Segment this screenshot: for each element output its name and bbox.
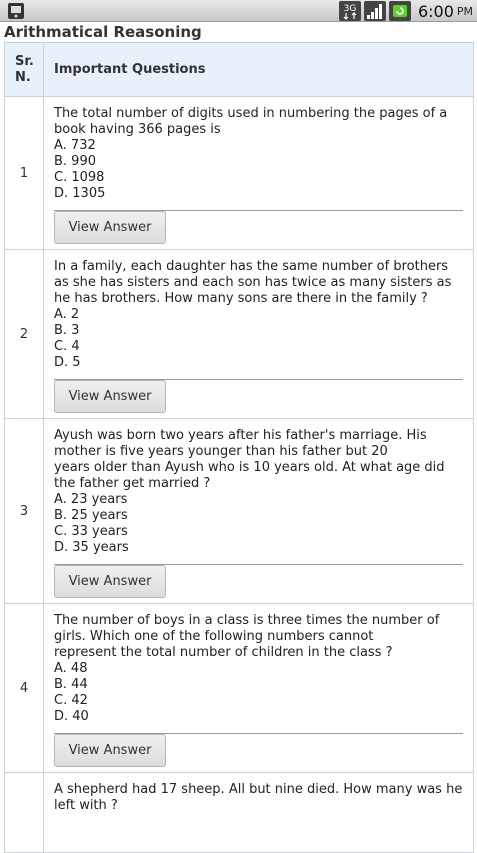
question-text: A shepherd had 17 sheep. All but nine died. How many was he left with ? — [54, 782, 463, 813]
option-a: A. 2 — [54, 307, 80, 322]
option-a: A. 732 — [54, 138, 96, 153]
option-d: D. 40 — [54, 709, 89, 724]
option-c: C. 4 — [54, 339, 80, 354]
view-answer-button[interactable]: View Answer — [54, 211, 166, 244]
option-c: C. 33 years — [54, 524, 128, 539]
header-sr-no: Sr. N. — [5, 43, 44, 97]
option-b: B. 3 — [54, 323, 80, 338]
signal-icon — [364, 1, 386, 21]
table-row — [5, 604, 474, 773]
table-row — [5, 773, 474, 853]
question-cell — [44, 97, 474, 250]
question-cell — [44, 250, 474, 419]
option-d: D. 1305 — [54, 186, 106, 201]
question-cell — [44, 604, 474, 773]
question-text: Ayush was born two years after his father's marriage. His mother is five years younger than his father but 20 years older than Ayush who is 10 years old. At what age did the father get married ? — [54, 428, 445, 491]
option-b: B. 44 — [54, 677, 88, 692]
option-a: A. 23 years — [54, 492, 128, 507]
view-answer-button[interactable]: View Answer — [54, 734, 166, 767]
option-c: C. 1098 — [54, 170, 105, 185]
3g-data-icon — [339, 1, 361, 21]
table-row — [5, 97, 474, 250]
question-text: The number of boys in a class is three times the number of girls. Which one of the following numbers cannot represent the total number of children in the class ? — [54, 613, 440, 660]
questions-table — [4, 42, 474, 853]
table-header-row — [5, 43, 474, 97]
row-number — [5, 773, 44, 853]
question-cell — [44, 419, 474, 604]
row-number: 1 — [5, 97, 44, 250]
option-b: B. 25 years — [54, 508, 128, 523]
status-icons — [339, 1, 473, 21]
view-answer-button[interactable]: View Answer — [54, 565, 166, 598]
status-bar — [0, 0, 477, 22]
table-row — [5, 250, 474, 419]
option-a: A. 48 — [54, 661, 88, 676]
header-important-questions: Important Questions — [44, 43, 474, 97]
option-c: C. 42 — [54, 693, 88, 708]
status-ampm: PM — [456, 4, 473, 18]
option-d: D. 5 — [54, 355, 81, 370]
network-type-label: 3G — [343, 4, 357, 14]
question-cell — [44, 773, 474, 853]
row-number: 4 — [5, 604, 44, 773]
view-answer-button[interactable]: View Answer — [54, 380, 166, 413]
option-b: B. 990 — [54, 154, 96, 169]
row-number: 2 — [5, 250, 44, 419]
option-d: D. 35 years — [54, 540, 129, 555]
page-title: Arithmatical Reasoning — [4, 23, 202, 41]
debug-icon — [6, 2, 28, 20]
question-text: The total number of digits used in numbering the pages of a book having 366 pages is — [54, 106, 448, 137]
battery-icon — [389, 1, 411, 21]
status-time: 6:00 — [417, 1, 454, 21]
table-row — [5, 419, 474, 604]
question-text: In a family, each daughter has the same number of brothers as she has sisters and each son has twice as many sisters as he has brothers. How many sons are there in the family ? — [54, 259, 452, 306]
row-number: 3 — [5, 419, 44, 604]
